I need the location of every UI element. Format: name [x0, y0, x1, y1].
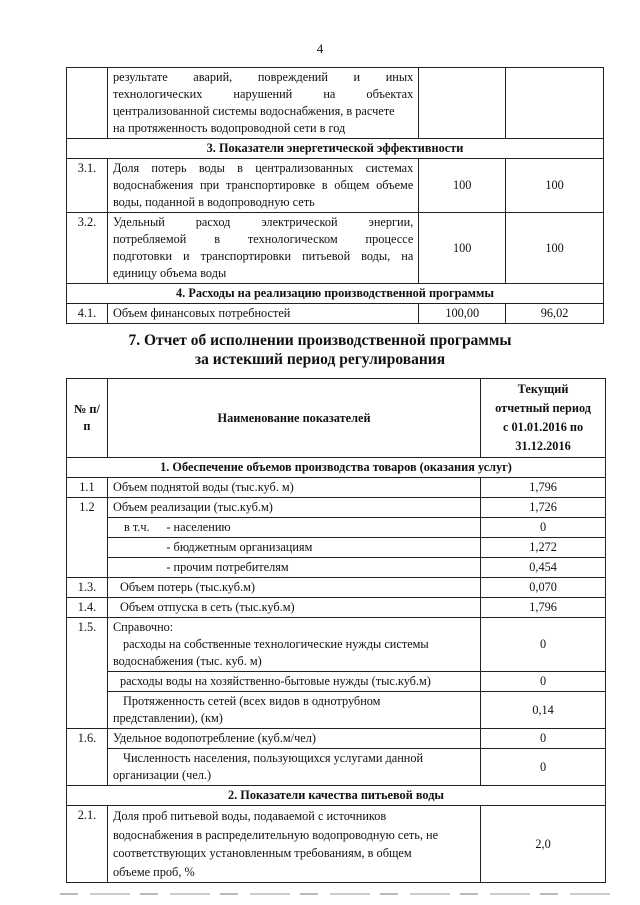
reference-label: Справочно:: [112, 620, 174, 634]
indicator-name: Объем потерь (тыс.куб.м): [107, 578, 480, 598]
table-row: [67, 478, 606, 498]
indicator-name: Справочно: расходы на собственные технологические нужды системы водоснабжения (тыс. куб. м): [107, 618, 480, 672]
indicator-name: - бюджетным организациям: [161, 538, 480, 558]
section-heading: [0, 331, 640, 369]
row-number: 1.4.: [67, 598, 108, 618]
table-row: [67, 558, 606, 578]
prefix-label: [107, 558, 161, 578]
value-cell: 1,796: [481, 478, 606, 498]
value-cell: 0: [481, 518, 606, 538]
indicator-name: Удельный расход электрической энергии, потребляемой в технологическом процессе подготовки и транспортировки питьевой воды, на единицу объема воды: [107, 213, 418, 284]
value-cell: 96,02: [506, 304, 604, 324]
value-cell: [419, 68, 506, 139]
row-number: 4.1.: [67, 304, 108, 324]
value-cell: 0,454: [481, 558, 606, 578]
table-row: [67, 304, 604, 324]
indicator-name: результате аварий, повреждений и иных технологических нарушений на объектах централизованной системы водоснабжения, в расчете на протяженность водопроводной сети в год: [107, 68, 418, 139]
value-cell: 1,272: [481, 538, 606, 558]
section-row: [67, 139, 604, 159]
value-cell: 0: [481, 618, 606, 672]
section-title: 4. Расходы на реализацию производственной программы: [67, 284, 604, 304]
heading-line: за истекший период регулирования: [194, 351, 446, 368]
indicator-name: Объем финансовых потребностей: [107, 304, 418, 324]
row-number: [67, 68, 108, 139]
value-cell: 100: [419, 159, 506, 213]
row-number: 2.1.: [67, 806, 108, 883]
prefix-label: [107, 538, 161, 558]
section-title: 1. Обеспечение объемов производства товаров (оказания услуг): [67, 458, 606, 478]
value-cell: 100: [419, 213, 506, 284]
table-row: [67, 692, 606, 729]
section-title: 2. Показатели качества питьевой воды: [67, 786, 606, 806]
table-row: [67, 578, 606, 598]
scan-artifact: [60, 893, 620, 895]
row-number: 1.3.: [67, 578, 108, 598]
page-number: 4: [316, 41, 324, 56]
value-cell: 100,00: [419, 304, 506, 324]
indicator-name: Численность населения, пользующихся услугами данной организации (чел.): [107, 749, 480, 786]
section-row: [67, 458, 606, 478]
indicator-name: Объем реализации (тыс.куб.м): [107, 498, 480, 518]
value-cell: 2,0: [481, 806, 606, 883]
value-cell: 0,14: [481, 692, 606, 729]
value-cell: 1,726: [481, 498, 606, 518]
header-num: № п/п: [67, 379, 108, 458]
header-row: [67, 379, 606, 458]
value-cell: 0: [481, 672, 606, 692]
indicator-name: - населению: [161, 518, 480, 538]
indicator-name: Доля проб питьевой воды, подаваемой с источников водоснабжения в распределительную водопроводную сеть, не соответствующих установленным требованиям, в общем объеме проб, %: [107, 806, 480, 883]
row-number: 3.1.: [67, 159, 108, 213]
table-row: [67, 213, 604, 284]
table-row: [67, 598, 606, 618]
prefix-label: в т.ч.: [107, 518, 161, 538]
indicators-table: [66, 67, 604, 324]
row-number: 1.2: [67, 498, 108, 578]
indicator-name: Объем поднятой воды (тыс.куб. м): [107, 478, 480, 498]
section-row: [67, 786, 606, 806]
indicator-name: расходы воды на хозяйственно-бытовые нужды (тыс.куб.м): [107, 672, 480, 692]
indicator-name: Объем отпуска в сеть (тыс.куб.м): [107, 598, 480, 618]
table-row: [67, 729, 606, 749]
table-row: [67, 498, 606, 518]
table-row: [67, 518, 606, 538]
header-period: Текущий отчетный период с 01.01.2016 по 31.12.2016: [481, 379, 606, 458]
value-cell: 100: [506, 159, 604, 213]
table-row: [67, 618, 606, 672]
value-cell: 0: [481, 729, 606, 749]
value-cell: 0: [481, 749, 606, 786]
indicator-name: Доля потерь воды в централизованных системах водоснабжения при транспортировке в общем объеме воды, поданной в водопроводную сеть: [107, 159, 418, 213]
row-number: 3.2.: [67, 213, 108, 284]
table-row: [67, 672, 606, 692]
section-title: 3. Показатели энергетической эффективности: [67, 139, 604, 159]
row-number: 1.5.: [67, 618, 108, 729]
table-row: [67, 159, 604, 213]
table-row: [67, 68, 604, 139]
row-number: 1.6.: [67, 729, 108, 786]
header-name: Наименование показателей: [107, 379, 480, 458]
table-row: [67, 749, 606, 786]
value-cell: 0,070: [481, 578, 606, 598]
heading-line: 7. Отчет об исполнении производственной программы: [128, 332, 512, 349]
table-row: [67, 806, 606, 883]
indicator-name: - прочим потребителям: [161, 558, 480, 578]
indicator-name: Удельное водопотребление (куб.м/чел): [107, 729, 480, 749]
value-cell: 1,796: [481, 598, 606, 618]
value-cell: 100: [506, 213, 604, 284]
report-table: [66, 378, 606, 883]
section-row: [67, 284, 604, 304]
indicator-name: Протяженность сетей (всех видов в однотрубном представлении), (км): [107, 692, 480, 729]
row-number: 1.1: [67, 478, 108, 498]
table-row: [67, 538, 606, 558]
value-cell: [506, 68, 604, 139]
